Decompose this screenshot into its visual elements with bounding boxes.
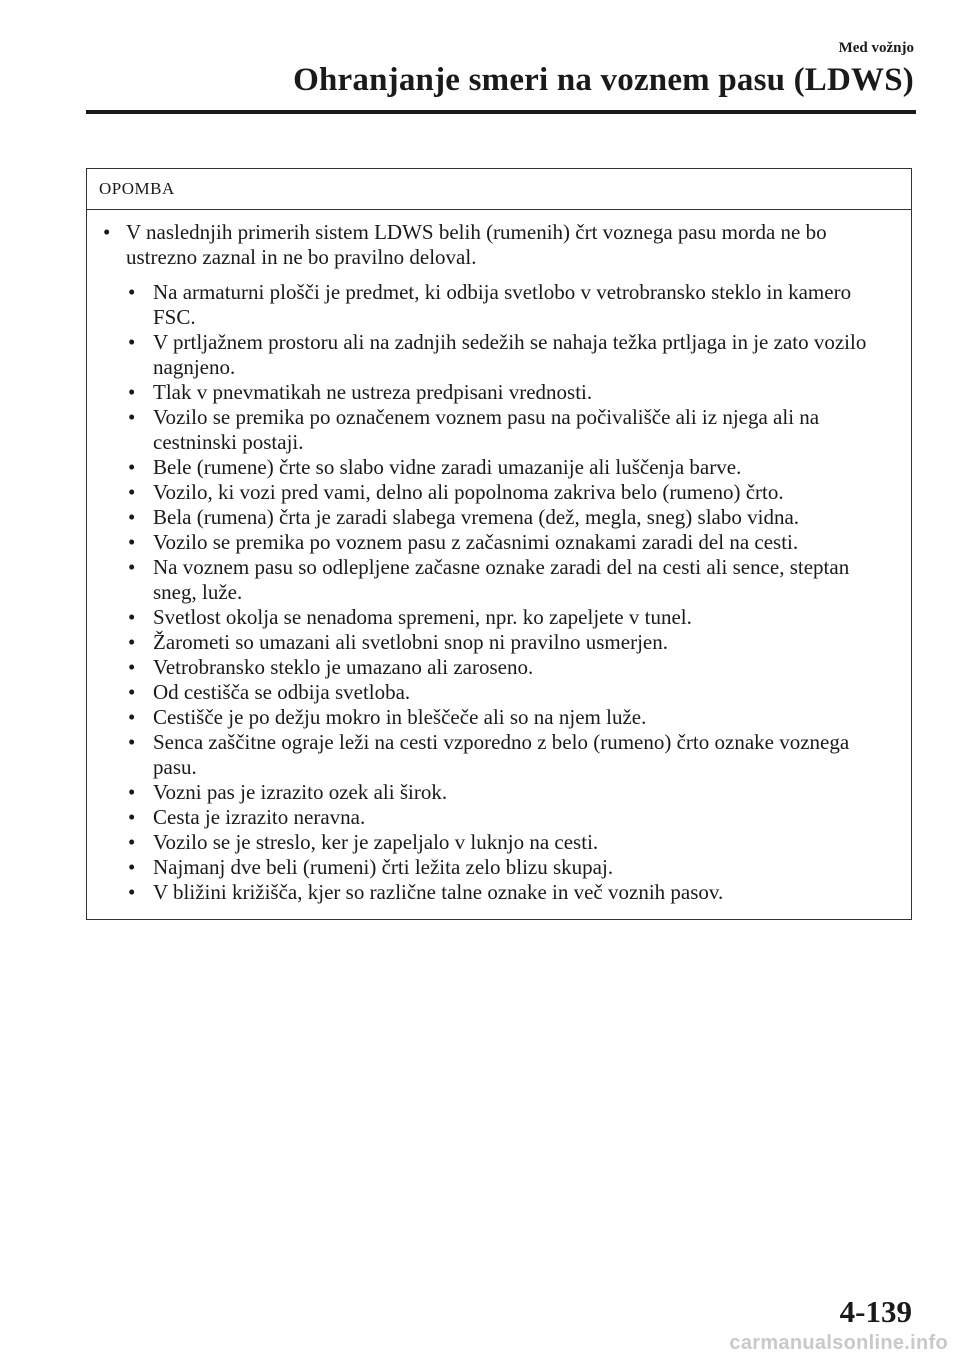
bullet-icon: • [103, 220, 111, 244]
bullet-icon: • [128, 505, 136, 529]
list-item-text: Žarometi so umazani ali svetlobni snop ni pravilno usmerjen. [153, 630, 668, 654]
list-item-text: Senca zaščitne ograje leži na cesti vzporedno z belo (rumeno) črto oznake voznega pasu. [153, 730, 850, 779]
list-item [126, 280, 891, 330]
bullet-icon: • [128, 405, 136, 429]
list-item [126, 855, 891, 880]
note-box [86, 168, 912, 920]
bullet-icon: • [128, 605, 136, 629]
list-item-text: Vozilo se premika po označenem voznem pasu na počivališče ali iz njega ali na cestninski postaji. [153, 405, 820, 454]
list-item [126, 730, 891, 780]
list-item [126, 530, 891, 555]
list-item [126, 630, 891, 655]
bullet-icon: • [128, 555, 136, 579]
bullet-icon: • [128, 630, 136, 654]
list-item [126, 405, 891, 455]
page-number: 4-139 [839, 1294, 912, 1329]
bullet-icon: • [128, 330, 136, 354]
list-item [126, 705, 891, 730]
bullet-icon: • [128, 455, 136, 479]
list-item [126, 880, 891, 905]
bullet-icon: • [128, 530, 136, 554]
note-body [87, 210, 911, 905]
lead-text: V naslednjih primerih sistem LDWS belih (rumenih) črt voznega pasu morda ne bo ustrezno zaznal in ne bo pravilno deloval. [126, 220, 827, 269]
list-item [126, 780, 891, 805]
list-item [126, 330, 891, 380]
note-heading: OPOMBA [87, 169, 911, 210]
list-item [126, 480, 891, 505]
list-item-text: V bližini križišča, kjer so različne talne oznake in več voznih pasov. [153, 880, 724, 904]
list-item-text: Cestišče je po dežju mokro in bleščeče ali so na njem luže. [153, 705, 647, 729]
lead-list-item [99, 220, 891, 270]
watermark: carmanualsonline.info [729, 1332, 948, 1354]
list-item-text: Vozilo, ki vozi pred vami, delno ali popolnoma zakriva belo (rumeno) črto. [153, 480, 784, 504]
bullet-icon: • [128, 780, 136, 804]
bullet-icon: • [128, 380, 136, 404]
list-item-text: Vozilo se premika po voznem pasu z začasnimi oznakami zaradi del na cesti. [153, 530, 799, 554]
list-item-text: Od cestišča se odbija svetloba. [153, 680, 411, 704]
list-item-text: Svetlost okolja se nenadoma spremeni, npr. ko zapeljete v tunel. [153, 605, 692, 629]
bullet-icon: • [128, 730, 136, 754]
list-item [126, 555, 891, 605]
bullet-icon: • [128, 830, 136, 854]
bullet-icon: • [128, 480, 136, 504]
list-item-text: Na armaturni plošči je predmet, ki odbija svetlobo v vetrobransko steklo in kamero FSC. [153, 280, 852, 329]
list-item-text: Vozilo se je streslo, ker je zapeljalo v luknjo na cesti. [153, 830, 599, 854]
bullet-icon: • [128, 280, 136, 304]
condition-list [99, 280, 891, 905]
list-item [126, 805, 891, 830]
title-divider [86, 110, 916, 114]
page-title: Ohranjanje smeri na voznem pasu (LDWS) [293, 62, 914, 98]
list-item-text: Bele (rumene) črte so slabo vidne zaradi umazanije ali luščenja barve. [153, 455, 742, 479]
bullet-icon: • [128, 805, 136, 829]
list-item [126, 655, 891, 680]
list-item-text: Najmanj dve beli (rumeni) črti ležita zelo blizu skupaj. [153, 855, 614, 879]
list-item-text: Cesta je izrazito neravna. [153, 805, 366, 829]
section-label: Med vožnjo [838, 40, 914, 56]
list-item-text: Vetrobransko steklo je umazano ali zaroseno. [153, 655, 534, 679]
bullet-icon: • [128, 705, 136, 729]
list-item-text: V prtljažnem prostoru ali na zadnjih sedežih se nahaja težka prtljaga in je zato vozilo nagnjeno. [153, 330, 867, 379]
bullet-icon: • [128, 680, 136, 704]
list-item [126, 380, 891, 405]
list-item-text: Na voznem pasu so odlepljene začasne oznake zaradi del na cesti ali sence, steptan sneg, luže. [153, 555, 850, 604]
list-item [126, 680, 891, 705]
bullet-icon: • [128, 855, 136, 879]
list-item-text: Tlak v pnevmatikah ne ustreza predpisani vrednosti. [153, 380, 593, 404]
bullet-icon: • [128, 655, 136, 679]
list-item [126, 505, 891, 530]
list-item-text: Bela (rumena) črta je zaradi slabega vremena (dež, megla, sneg) slabo vidna. [153, 505, 800, 529]
list-item-text: Vozni pas je izrazito ozek ali širok. [153, 780, 448, 804]
bullet-icon: • [128, 880, 136, 904]
list-item [126, 455, 891, 480]
list-item [126, 605, 891, 630]
list-item [126, 830, 891, 855]
